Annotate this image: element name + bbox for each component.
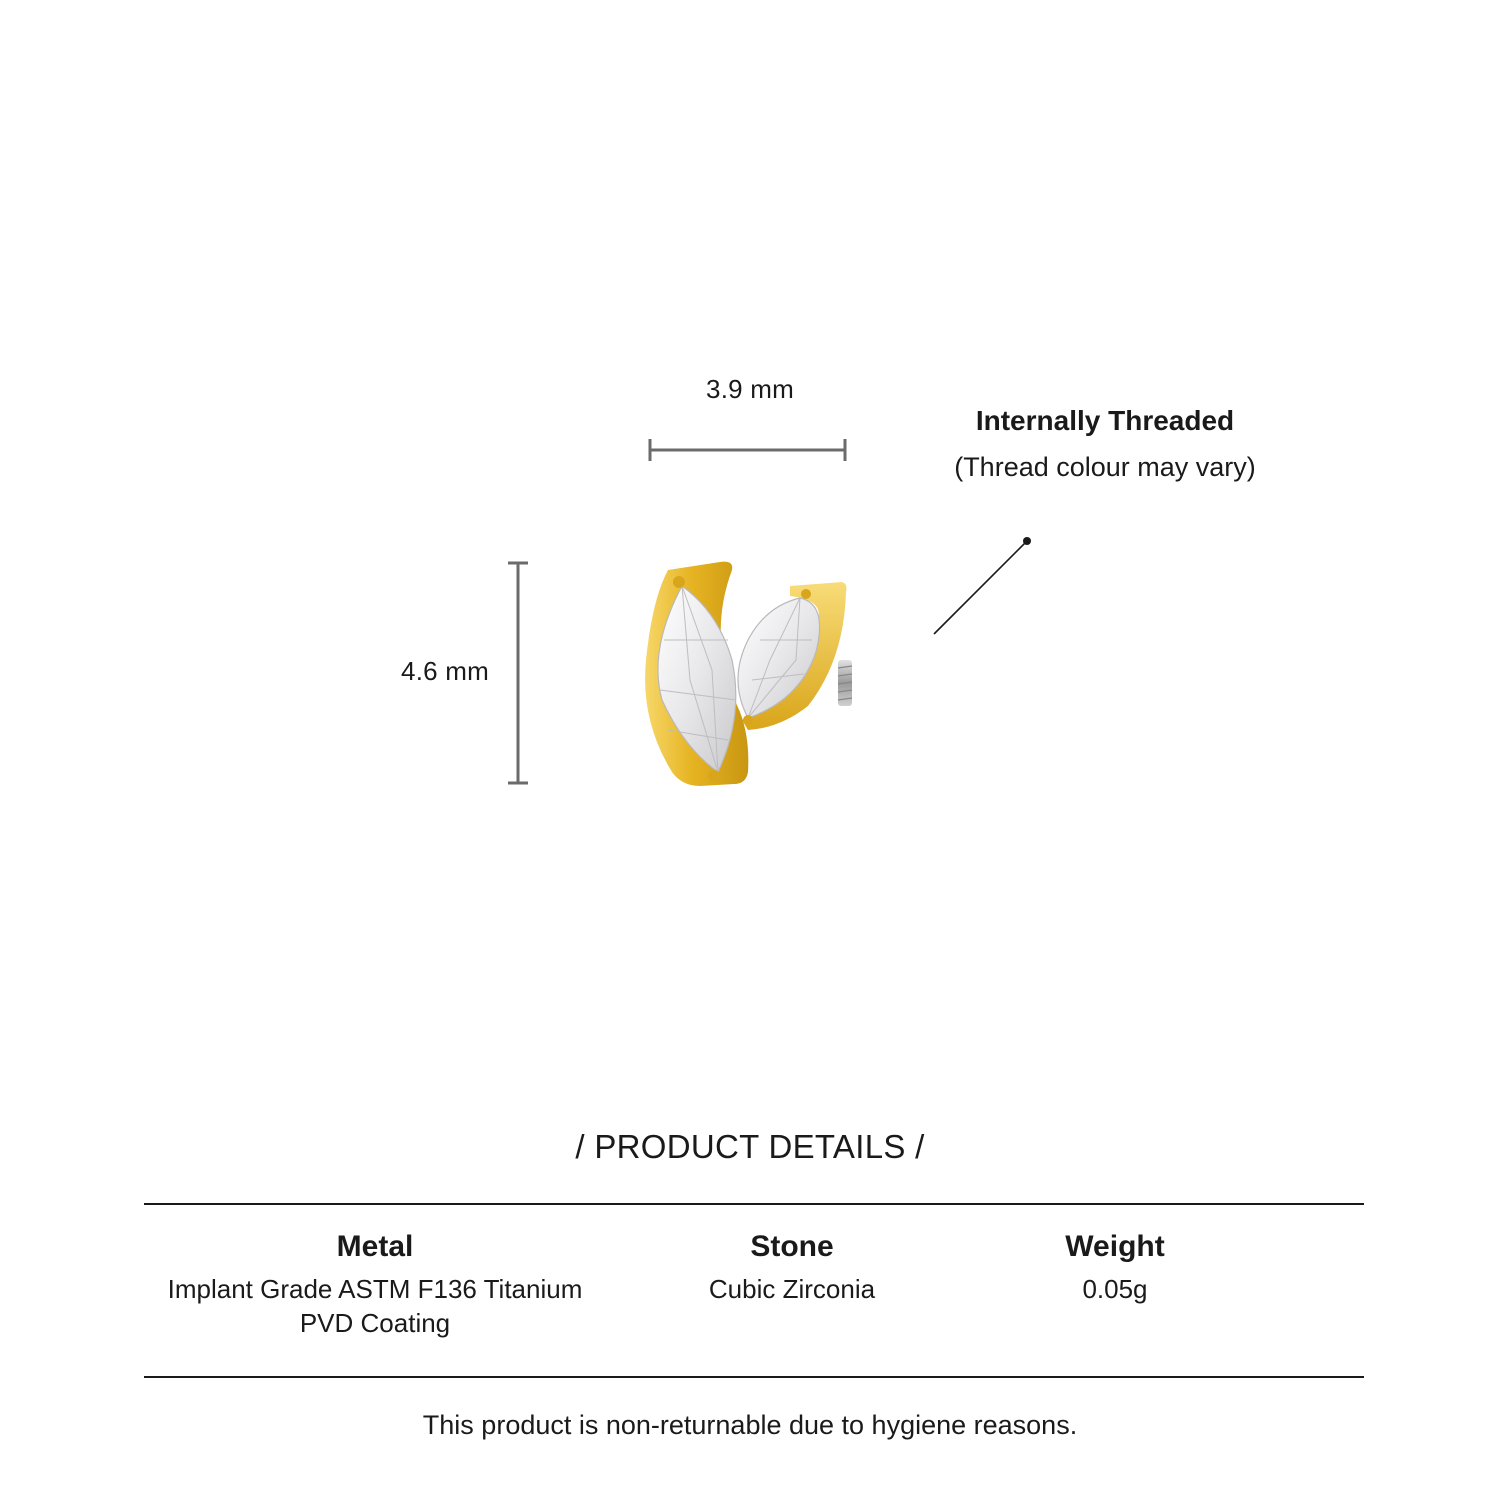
thread-note: (Thread colour may vary) [954,452,1256,482]
marquise-double-stone-stud-icon [645,562,852,786]
stone-value: Cubic Zirconia [708,1274,876,1304]
bottom-divider [144,1376,1364,1378]
returns-note: This product is non-returnable due to hygiene reasons. [422,1410,1078,1440]
width-dimension-label: 3.9 mm [706,374,794,404]
metal-label: Metal [336,1230,414,1263]
metal-column [135,1230,615,1340]
thread-title: Internally Threaded [975,405,1235,436]
height-dimension-label: 4.6 mm [401,656,489,686]
stone-column [642,1230,942,1306]
weight-column [1015,1230,1215,1306]
stone-label: Stone [750,1230,834,1263]
weight-value: 0.05g [1082,1274,1148,1304]
metal-coating: PVD Coating [299,1308,451,1338]
metal-value: Implant Grade ASTM F136 Titanium [167,1274,583,1304]
width-dimension-line [650,439,845,461]
callout-pointer-icon [934,537,1031,634]
weight-label: Weight [1065,1230,1165,1263]
height-dimension-line [508,563,528,783]
top-divider [144,1203,1364,1205]
product-details-heading: / PRODUCT DETAILS / [575,1128,925,1165]
